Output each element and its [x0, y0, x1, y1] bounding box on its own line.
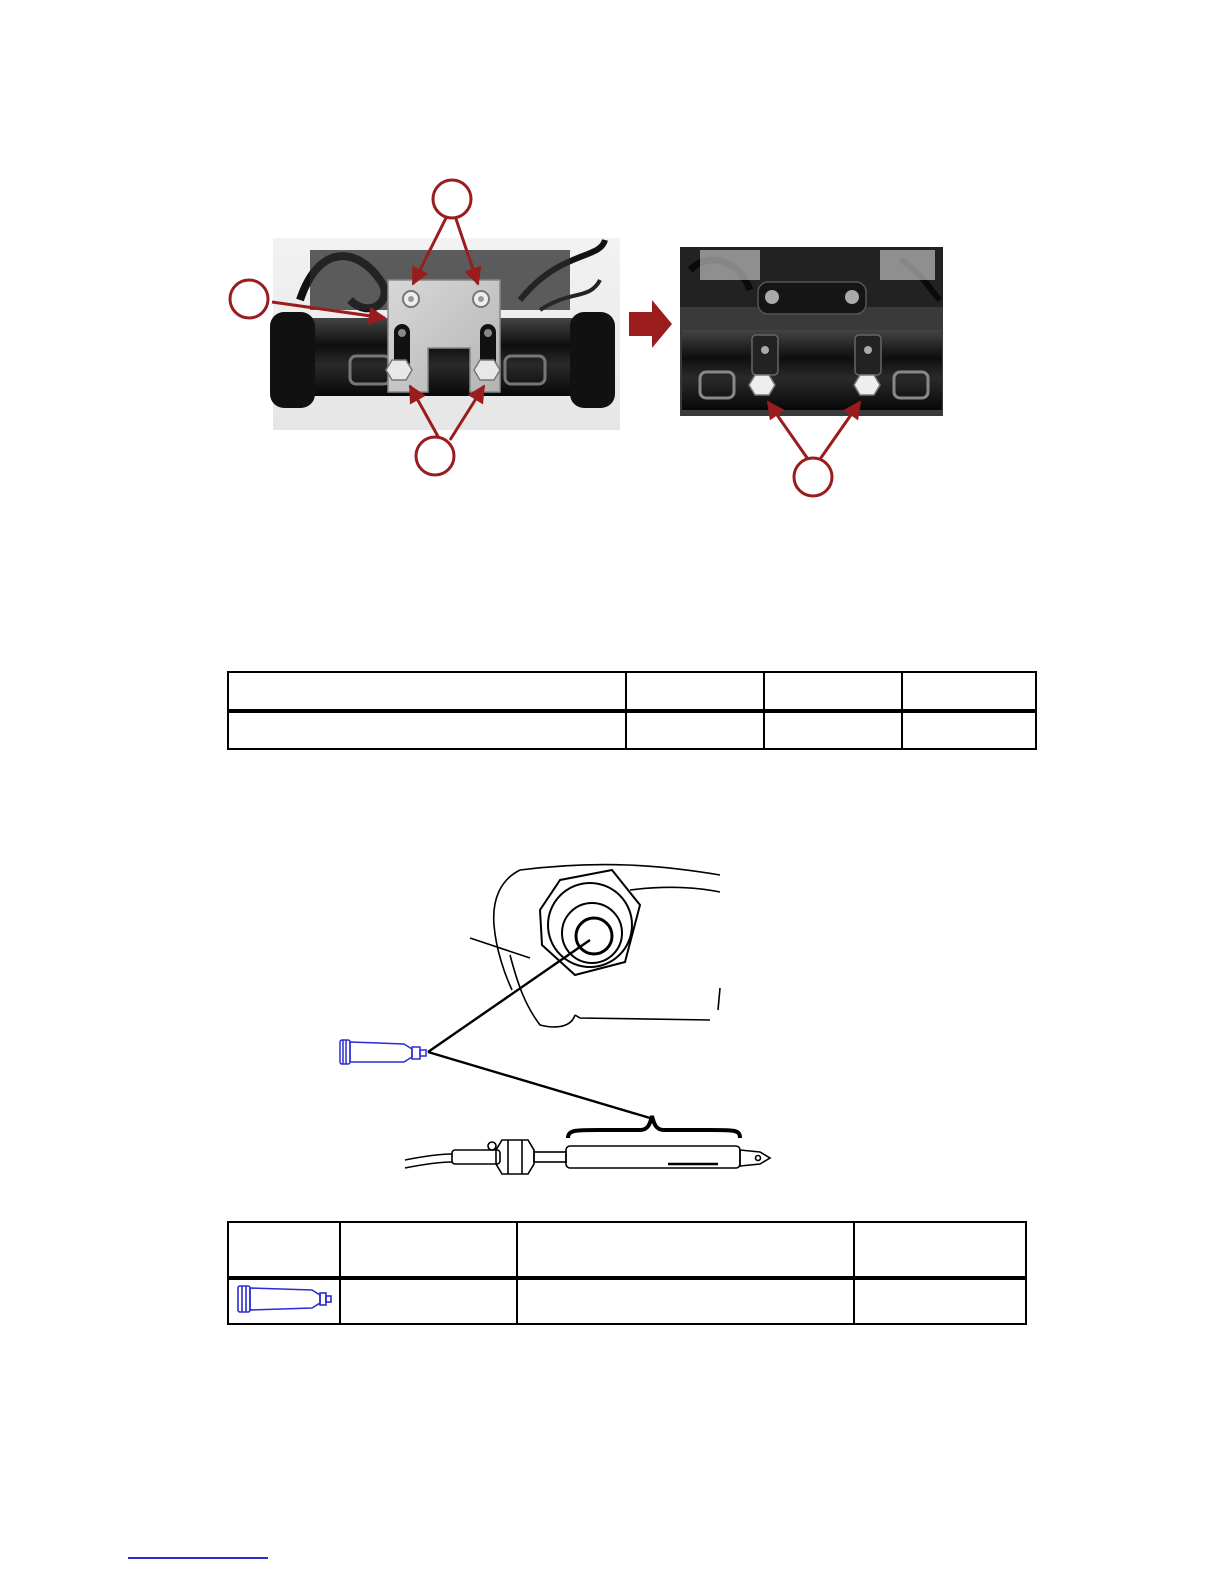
table-header-cell	[228, 672, 626, 711]
table-row	[228, 1278, 1026, 1324]
table-cell	[902, 711, 1036, 749]
table-row	[228, 711, 1036, 749]
table-header-cell	[902, 672, 1036, 711]
table-header-cell	[764, 672, 902, 711]
cable-assembly	[405, 1140, 770, 1174]
table-cell	[764, 711, 902, 749]
callout-circle	[433, 180, 471, 218]
photo-figure	[0, 0, 1224, 520]
left-photo	[270, 238, 620, 430]
lubricant-table	[227, 1221, 1027, 1325]
table-header-cell	[517, 1222, 854, 1278]
callout-circle	[230, 280, 268, 318]
cable-figure	[0, 850, 1224, 1180]
table-cell	[340, 1278, 517, 1324]
table-cell	[626, 711, 764, 749]
right-photo	[680, 247, 943, 416]
torque-table	[227, 671, 1037, 750]
lubricant-tube-icon	[340, 1040, 426, 1064]
brace	[568, 1116, 740, 1138]
table-cell	[228, 711, 626, 749]
callout-circle	[416, 437, 454, 475]
table-cell	[517, 1278, 854, 1324]
callout-circle	[794, 458, 832, 496]
table-header-cell	[340, 1222, 517, 1278]
table-header-cell	[228, 1222, 340, 1278]
table-cell-icon	[228, 1278, 340, 1324]
housing-drawing	[470, 865, 720, 1027]
footer-link-underline	[128, 1557, 268, 1559]
right-arrow-icon	[629, 300, 672, 348]
table-cell	[854, 1278, 1026, 1324]
lubricant-tube-icon	[234, 1280, 334, 1318]
table-header-cell	[626, 672, 764, 711]
table-header-cell	[854, 1222, 1026, 1278]
